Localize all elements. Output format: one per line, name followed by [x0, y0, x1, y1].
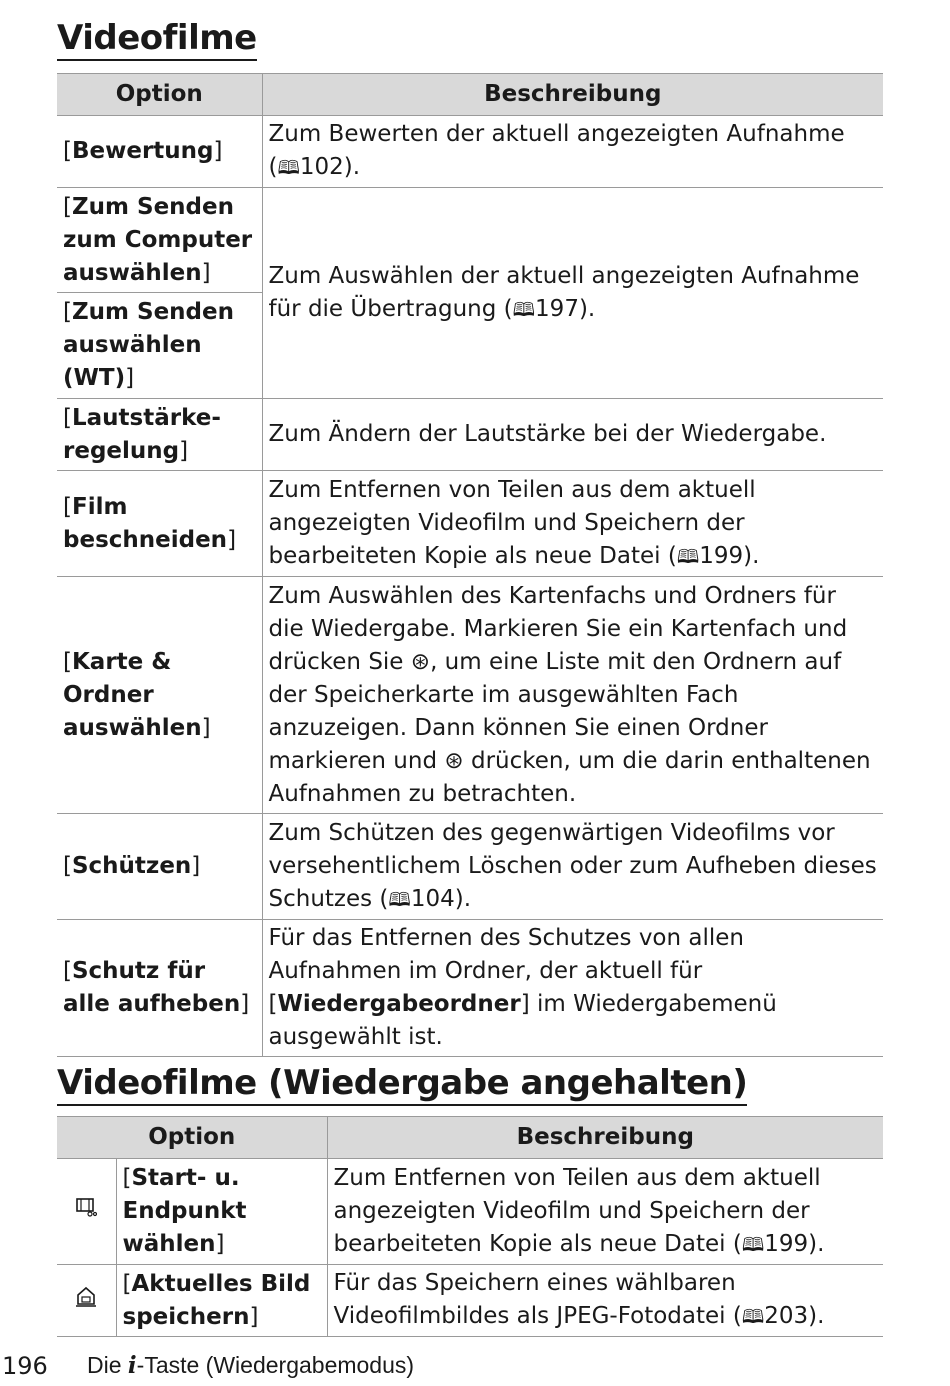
menu-item-reference: Wiedergabeordner — [277, 991, 521, 1017]
option-cell: [Aktuelles Bild speichern] — [116, 1265, 327, 1337]
table-row — [57, 188, 883, 293]
option-cell: [Lautstärkeregelung] — [57, 399, 262, 471]
table-row — [57, 399, 883, 471]
description-cell: Für das Entfernen des Schutzes von allen Aufnahmen im Ordner, der aktuell für [Wiedergabeordner] im Wiedergabemenü ausgewählt ist. — [262, 920, 883, 1057]
table-row — [57, 920, 883, 1057]
section-title-videofilme-paused: Videofilme (Wiedergabe angehalten) — [57, 1063, 747, 1106]
page-number: 196 — [2, 1352, 48, 1380]
page-reference: 199 — [764, 1230, 809, 1257]
column-header-description: Beschreibung — [262, 74, 883, 116]
description-cell: Zum Entfernen von Teilen aus dem aktuell angezeigten Videofilm und Speichern der bearbeiteten Kopie als neue Datei (🕮199). — [327, 1159, 883, 1265]
videofilme-options-table — [57, 73, 883, 1057]
table-row — [57, 116, 883, 188]
videofilme-paused-options-table — [57, 1116, 883, 1337]
book-ref-icon: 🕮 — [388, 888, 411, 911]
description-cell: Zum Entfernen von Teilen aus dem aktuell angezeigten Videofilm und Speichern der bearbeiteten Kopie als neue Datei (🕮199). — [262, 471, 883, 577]
option-name: Lautstärkeregelung — [63, 404, 221, 464]
column-header-option: Option — [57, 74, 262, 116]
page-reference: 203 — [764, 1303, 809, 1329]
option-name: Film beschneiden — [63, 493, 228, 553]
option-name: Aktuelles Bild speichern — [122, 1270, 311, 1330]
option-name: Bewertung — [71, 138, 214, 164]
book-ref-icon: 🕮 — [741, 1233, 765, 1256]
book-ref-icon: 🕮 — [676, 545, 700, 568]
section-title-videofilme: Videofilme — [57, 18, 257, 61]
option-name: Schützen — [71, 853, 192, 879]
i-button-glyph: i — [127, 1352, 137, 1379]
page-reference: 102 — [299, 154, 344, 180]
save-frame-icon — [75, 1285, 97, 1307]
table-row — [57, 1159, 883, 1265]
option-cell: [Schützen] — [57, 814, 262, 920]
option-cell: [Zum Senden auswählen (WT)] — [57, 293, 262, 399]
option-cell: [Schutz für alle aufheben] — [57, 920, 262, 1057]
page-reference: 197 — [535, 295, 579, 322]
description-cell: Für das Speichern eines wählbaren Videofilmbildes als JPEG-Fotodatei (🕮203). — [327, 1265, 883, 1337]
description-cell: Zum Schützen des gegenwärtigen Videofilms vor versehentlichem Löschen oder zum Aufheben dieses Schutzes (🕮104). — [262, 814, 883, 920]
description-cell: Zum Bewerten der aktuell angezeigten Aufnahme (🕮102). — [262, 116, 883, 188]
option-name: Karte & Ordner auswählen — [63, 648, 202, 741]
multi-selector-right-icon: ⊛ — [410, 648, 431, 675]
ok-button-icon: ⊛ — [444, 747, 464, 774]
footer-section-label: Die i-Taste (Wiedergabemodus) — [87, 1352, 415, 1379]
option-name: Zum Senden zum Computer auswählen — [63, 193, 253, 286]
table-header-row — [57, 1117, 883, 1159]
page-reference: 104 — [410, 885, 455, 912]
description-cell: Zum Ändern der Lautstärke bei der Wiedergabe. — [262, 399, 883, 471]
column-header-option: Option — [57, 1117, 327, 1159]
table-header-row — [57, 74, 883, 116]
table-row — [57, 1265, 883, 1337]
option-name: Schutz für alle aufheben — [63, 958, 241, 1017]
option-icon-cell — [57, 1265, 116, 1337]
option-cell: [Start- u. Endpunkt wählen] — [116, 1159, 327, 1265]
option-cell: [Zum Senden zum Computer auswählen] — [57, 188, 262, 293]
table-row — [57, 577, 883, 814]
description-cell: Zum Auswählen der aktuell angezeigten Aufnahme für die Übertragung (🕮197). — [262, 188, 883, 399]
trim-icon — [75, 1196, 97, 1218]
book-ref-icon: 🕮 — [277, 157, 300, 179]
table-row — [57, 814, 883, 920]
option-cell: [Karte & Ordner auswählen] — [57, 577, 262, 814]
table-row — [57, 471, 883, 577]
book-ref-icon: 🕮 — [741, 1306, 765, 1328]
option-name: Zum Senden auswählen (WT) — [63, 299, 234, 391]
option-cell: [Film beschneiden] — [57, 471, 262, 577]
book-ref-icon: 🕮 — [512, 298, 536, 321]
option-cell: [Bewertung] — [57, 116, 262, 188]
page-reference: 199 — [699, 542, 744, 569]
column-header-description: Beschreibung — [327, 1117, 883, 1159]
option-name: Start- u. Endpunkt wählen — [122, 1165, 247, 1257]
description-cell: Zum Auswählen des Kartenfachs und Ordners für die Wiedergabe. Markieren Sie ein Kartenfach und drücken Sie ⊛, um eine Liste mit den Ordnern auf der Speicherkarte im ausgewählten Fach anzuzeigen. Dann können Sie einen Ordner markieren und ⊛ drücken, um die darin enthaltenen Aufnahmen zu betrachten. — [262, 577, 883, 814]
option-icon-cell — [57, 1159, 116, 1265]
